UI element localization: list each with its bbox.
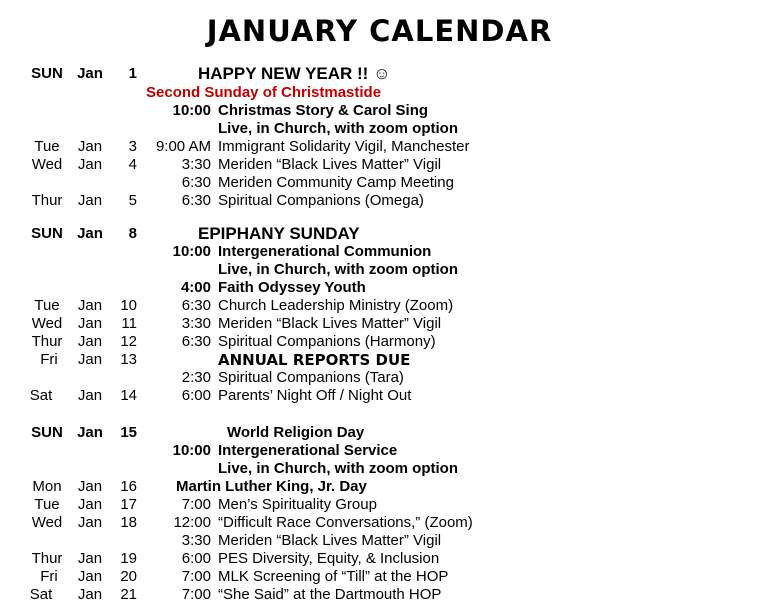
event-title: Faith Odyssey Youth (218, 279, 366, 296)
day-label: Tue (34, 496, 60, 513)
date-number: 17 (120, 496, 137, 513)
event-time: 9:00 AM (155, 138, 211, 155)
page-title: JANUARY CALENDAR (206, 14, 553, 48)
event-title: “Difficult Race Conversations,” (Zoom) (218, 514, 473, 531)
event-title: Meriden “Black Lives Matter” Vigil (218, 315, 442, 332)
day-label: Thur (31, 550, 63, 567)
event-title: Second Sunday of Christmastide (146, 84, 382, 101)
month-label: Jan (77, 315, 103, 332)
month-label: Jan (77, 568, 103, 585)
day-label: SUN (31, 424, 63, 441)
day-label: Wed (31, 315, 63, 332)
event-time: 6:00 (181, 550, 211, 567)
event-title: Live, in Church, with zoom option (218, 120, 458, 137)
date-number: 15 (120, 424, 137, 441)
date-number: 14 (120, 387, 137, 404)
event-time: 3:30 (181, 532, 211, 549)
event-title: ANNUAL REPORTS DUE (218, 351, 411, 369)
date-number: 20 (120, 568, 137, 585)
event-title: Parents’ Night Off / Night Out (218, 387, 412, 404)
month-label: Jan (77, 387, 103, 404)
date-number: 16 (120, 478, 137, 495)
event-time: 12:00 (173, 514, 211, 531)
event-title: Spiritual Companions (Omega) (218, 192, 424, 209)
event-title: Live, in Church, with zoom option (218, 460, 458, 477)
month-label: Jan (77, 586, 103, 603)
event-time: 6:30 (181, 333, 211, 350)
day-label: Tue (34, 138, 60, 155)
date-number: 4 (128, 156, 137, 173)
day-label: Thur (31, 192, 63, 209)
event-title: Meriden “Black Lives Matter” Vigil (218, 156, 442, 173)
date-number: 18 (120, 514, 137, 531)
event-title: Live, in Church, with zoom option (218, 261, 458, 278)
event-time: 7:00 (181, 496, 211, 513)
event-time: 6:30 (181, 297, 211, 314)
date-number: 21 (120, 586, 137, 603)
month-label: Jan (77, 351, 103, 368)
event-time: 3:30 (181, 315, 211, 332)
day-label: Mon (32, 478, 62, 495)
month-label: Jan (77, 65, 103, 82)
event-title: Men’s Spirituality Group (218, 496, 377, 513)
event-time: 10:00 (172, 243, 211, 260)
event-title: Church Leadership Ministry (Zoom) (218, 297, 454, 314)
month-label: Jan (77, 514, 103, 531)
day-label: Thur (31, 333, 63, 350)
event-title: EPIPHANY SUNDAY (198, 224, 360, 243)
month-label: Jan (77, 297, 103, 314)
event-title: Spiritual Companions (Harmony) (218, 333, 436, 350)
day-label: Wed (31, 156, 63, 173)
event-title: World Religion Day (227, 424, 365, 441)
event-time: 3:30 (181, 156, 211, 173)
event-title: Meriden “Black Lives Matter” Vigil (218, 532, 442, 549)
month-label: Jan (77, 424, 103, 441)
date-number: 12 (120, 333, 137, 350)
day-label: Fri (40, 351, 58, 368)
date-number: 13 (120, 351, 137, 368)
event-time: 7:00 (181, 568, 211, 585)
date-number: 1 (128, 65, 137, 82)
month-label: Jan (77, 138, 103, 155)
date-number: 5 (128, 192, 137, 209)
event-time: 6:00 (181, 387, 211, 404)
day-label: Sat (29, 586, 53, 603)
month-label: Jan (77, 225, 103, 242)
event-title: PES Diversity, Equity, & Inclusion (218, 550, 440, 567)
day-label: SUN (31, 225, 63, 242)
date-number: 10 (120, 297, 137, 314)
day-label: Tue (34, 297, 60, 314)
date-number: 3 (128, 138, 137, 155)
event-time: 6:30 (181, 174, 211, 191)
event-title: Intergenerational Service (218, 442, 398, 459)
event-title: Christmas Story & Carol Sing (218, 102, 429, 119)
date-number: 8 (128, 225, 137, 242)
event-time: 6:30 (181, 192, 211, 209)
month-label: Jan (77, 156, 103, 173)
month-label: Jan (77, 496, 103, 513)
date-number: 11 (121, 315, 137, 332)
event-time: 10:00 (172, 442, 211, 459)
event-title: Immigrant Solidarity Vigil, Manchester (218, 138, 470, 155)
event-title: Spiritual Companions (Tara) (218, 369, 404, 386)
date-number: 19 (120, 550, 137, 567)
event-title: “She Said” at the Dartmouth HOP (218, 586, 442, 603)
day-label: Wed (31, 514, 63, 531)
month-label: Jan (77, 192, 103, 209)
event-time: 10:00 (172, 102, 211, 119)
event-title: MLK Screening of “Till” at the HOP (218, 568, 449, 585)
day-label: Fri (40, 568, 58, 585)
event-title: Martin Luther King, Jr. Day (176, 478, 367, 495)
day-label: SUN (31, 65, 63, 82)
event-time: 4:00 (180, 279, 211, 296)
event-time: 7:00 (181, 586, 211, 603)
event-title: HAPPY NEW YEAR !! ☺ (198, 64, 391, 83)
month-label: Jan (77, 333, 103, 350)
month-label: Jan (77, 550, 103, 567)
event-title: Meriden Community Camp Meeting (218, 174, 454, 191)
event-time: 2:30 (181, 369, 211, 386)
event-title: Intergenerational Communion (218, 243, 432, 260)
day-label: Sat (29, 387, 53, 404)
month-label: Jan (77, 478, 103, 495)
